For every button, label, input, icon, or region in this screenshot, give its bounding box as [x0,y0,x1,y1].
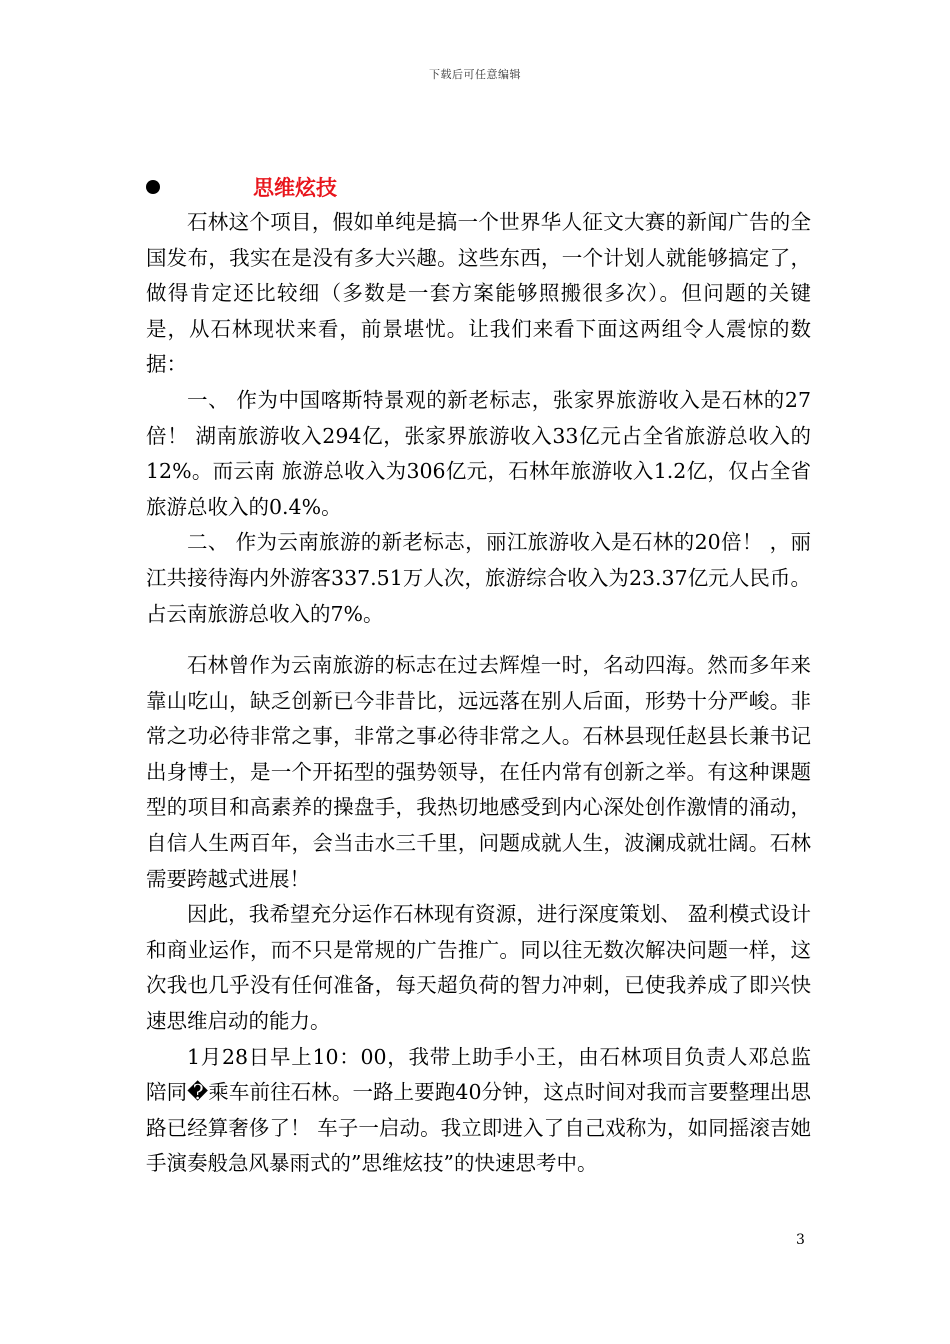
paragraph: 一、 作为中国喀斯特景观的新老标志，张家界旅游收入是石林的27倍！ 湖南旅游收入294亿，张家界旅游收入33亿元占全省旅游总收入的12%。而云南 旅游总收入为306亿元，石林年旅游收入1.2亿，仅占全省旅游总收入的0.4%。 [146,387,811,519]
paragraph: 二、 作为云南旅游的新老标志，丽江旅游收入是石林的20倍！ ，丽江共接待海内外游客337.51万人次，旅游综合收入为23.37亿元人民币。占云南旅游总收入的7%。 [146,530,811,626]
paragraph: 1月28日早上10：00，我带上助手小王，由石林项目负责人邓总监陪同�乘车前往石林。一路上要跑40分钟，这点时间对我而言要整理出思路已经算奢侈了！ 车子一启动。我立即进入了自己戏称为，如同摇滚吉她手演奏般急风暴雨式的”思维炫技”的快速思考中。 [146,1044,811,1176]
paragraph: 石林曾作为云南旅游的标志在过去辉煌一时，名动四海。然而多年来靠山吃山，缺乏创新已今非昔比，远远落在别人后面，形势十分严峻。非常之功必待非常之事，非常之事必待非常之人。石林县现任赵县长兼书记出身博士，是一个开拓型的强势领导，在任内常有创新之举。有这种课题型的项目和高素养的操盘手，我热切地感受到内心深处创作激情的涌动，自信人生两百年，会当击水三千里，问题成就人生，波澜成就壮阔。石林需要跨越式进展！ [146,653,811,891]
bullet-icon [146,180,160,194]
section-title: 思维炫技 [253,175,337,200]
text-block-main [146,648,811,1182]
paragraph: 石林这个项目，假如单纯是搞一个世界华人征文大赛的新闻广告的全国发布，我实在是没有多大兴趣。这些东西，一个计划人就能够搞定了，做得肯定还比较细（多数是一套方案能够照搬很多次）。但问题的关键是，从石林现状来看，前景堪忧。让我们来看下面这两组令人震惊的数据： [146,210,811,377]
section-heading [146,172,337,202]
text-block-intro [146,205,811,632]
paragraph: 因此，我希望充分运作石林现有资源，进行深度策划、 盈利模式设计和商业运作，而不只是常规的广告推广。同以往无数次解决问题一样，这次我也几乎没有任何准备，每天超负荷的智力冲刺，已使我养成了即兴快速思维启动的能力。 [146,902,811,1033]
page-number: 3 [796,1232,805,1248]
page-header: 下载后可任意编辑 [429,68,521,81]
